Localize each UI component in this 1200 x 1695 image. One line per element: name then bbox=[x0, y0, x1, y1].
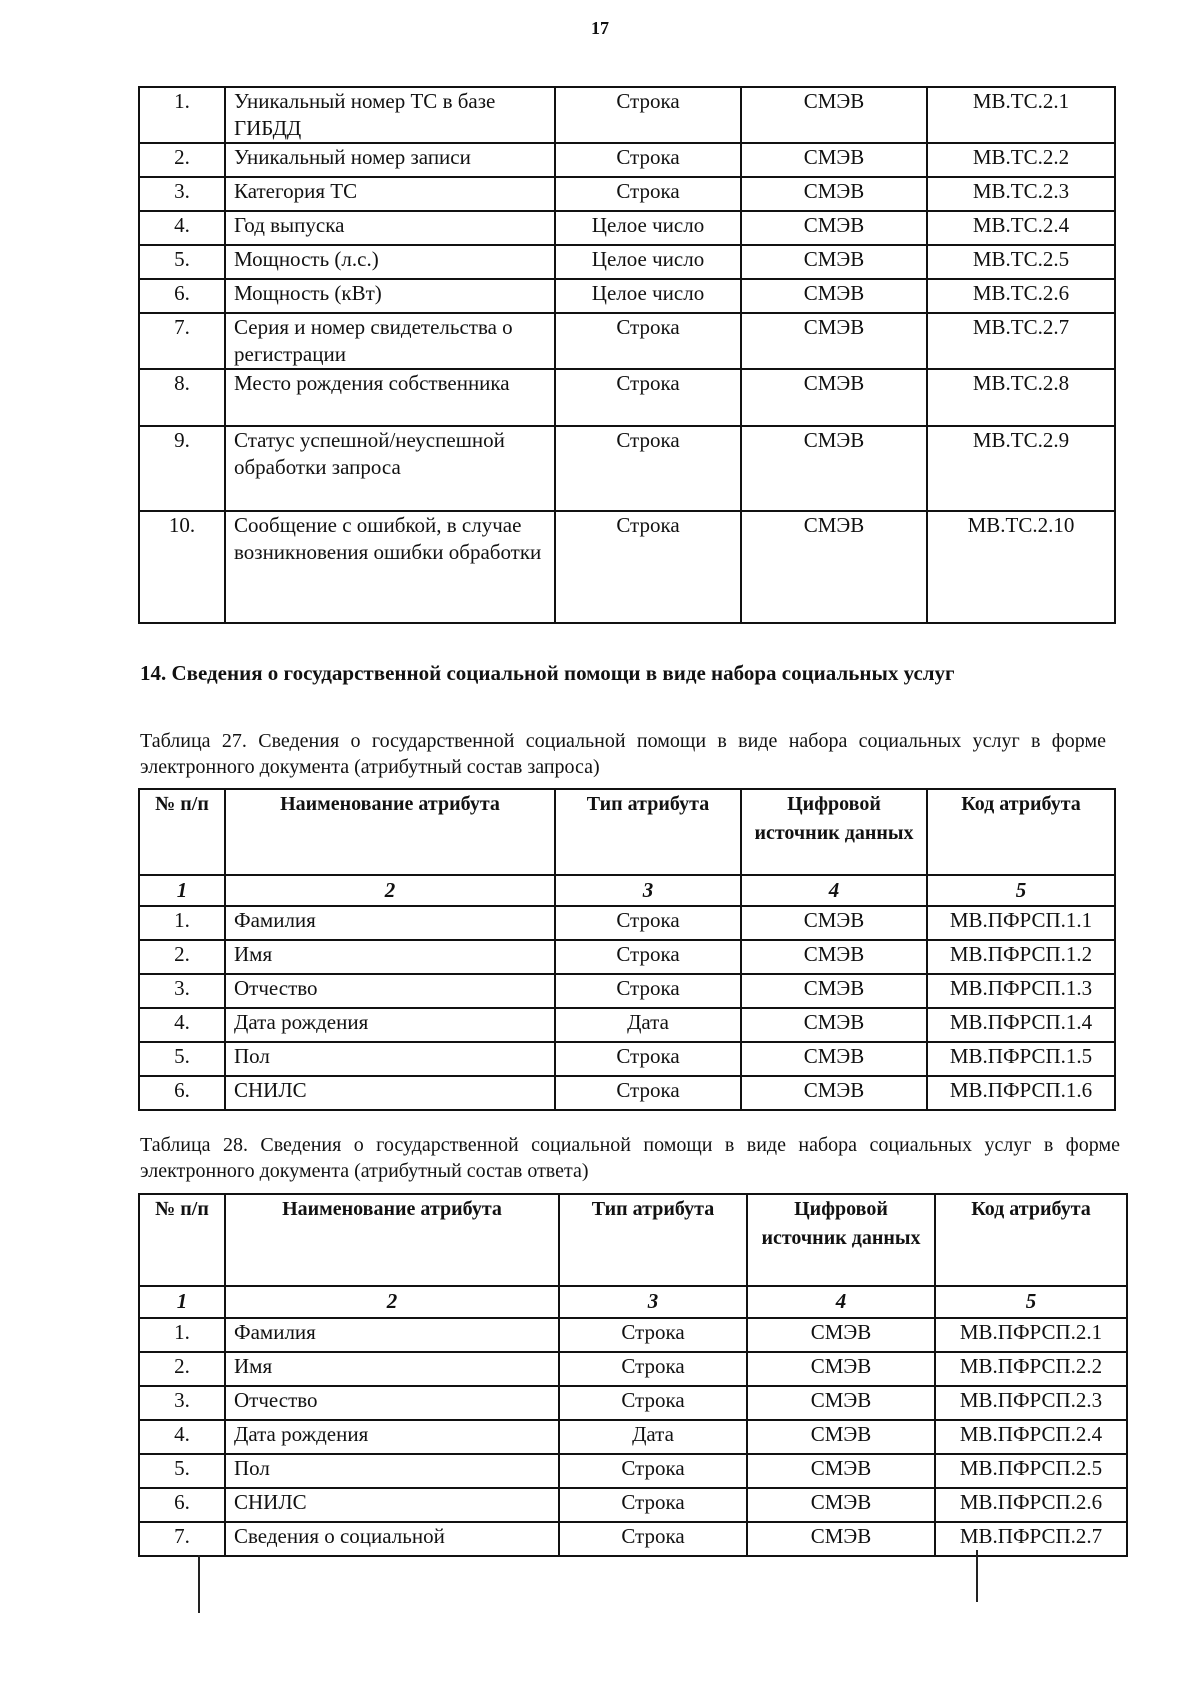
attribute-code: МВ.ТС.2.3 bbox=[927, 177, 1115, 211]
attribute-type: Строка bbox=[555, 511, 741, 623]
row-number: 6. bbox=[139, 1488, 225, 1522]
table-row bbox=[139, 1420, 1127, 1454]
attribute-type: Строка bbox=[559, 1522, 747, 1556]
data-source: СМЭВ bbox=[747, 1386, 935, 1420]
row-number: 1. bbox=[139, 87, 225, 143]
attribute-code: МВ.ПФРСП.1.2 bbox=[927, 940, 1115, 974]
attribute-name: Мощность (кВт) bbox=[225, 279, 555, 313]
column-header: Наименование атрибута bbox=[225, 1194, 559, 1286]
table-row bbox=[139, 940, 1115, 974]
attribute-code: МВ.ПФРСП.1.4 bbox=[927, 1008, 1115, 1042]
row-number: 1. bbox=[139, 1318, 225, 1352]
attribute-type: Строка bbox=[555, 87, 741, 143]
attribute-name: СНИЛС bbox=[225, 1488, 559, 1522]
attribute-code: МВ.ПФРСП.2.7 bbox=[935, 1522, 1127, 1556]
attribute-type: Дата bbox=[559, 1420, 747, 1454]
column-number: 5 bbox=[935, 1286, 1127, 1318]
attribute-type: Строка bbox=[555, 1076, 741, 1110]
attribute-code: МВ.ТС.2.2 bbox=[927, 143, 1115, 177]
attribute-code: МВ.ПФРСП.1.1 bbox=[927, 906, 1115, 940]
row-number: 2. bbox=[139, 143, 225, 177]
attribute-name: Дата рождения bbox=[225, 1420, 559, 1454]
attribute-type: Строка bbox=[555, 313, 741, 369]
table-row bbox=[139, 87, 1115, 143]
attribute-type: Целое число bbox=[555, 279, 741, 313]
table-row bbox=[139, 1318, 1127, 1352]
table-row bbox=[139, 245, 1115, 279]
table-28 bbox=[138, 1193, 1128, 1557]
attribute-type: Строка bbox=[555, 426, 741, 511]
data-source: СМЭВ bbox=[747, 1420, 935, 1454]
attribute-type: Строка bbox=[555, 177, 741, 211]
row-number: 2. bbox=[139, 1352, 225, 1386]
data-source: СМЭВ bbox=[747, 1454, 935, 1488]
table-27-caption: Таблица 27. Сведения о государственной социальной помощи в виде набора социальных услуг в форме электронного документа (атрибутный состав запроса) bbox=[140, 730, 1106, 778]
table-row bbox=[139, 279, 1115, 313]
attribute-code: МВ.ТС.2.4 bbox=[927, 211, 1115, 245]
row-number: 4. bbox=[139, 211, 225, 245]
attribute-type: Целое число bbox=[555, 211, 741, 245]
attribute-name: Место рождения собственника bbox=[225, 369, 555, 426]
column-header: Цифровой источник данных bbox=[747, 1194, 935, 1286]
attribute-code: МВ.ТС.2.10 bbox=[927, 511, 1115, 623]
table-row bbox=[139, 313, 1115, 369]
data-source: СМЭВ bbox=[747, 1318, 935, 1352]
table-row bbox=[139, 211, 1115, 245]
column-header: Тип атрибута bbox=[559, 1194, 747, 1286]
attribute-name: Сведения о социальной bbox=[225, 1522, 559, 1556]
attribute-type: Строка bbox=[555, 940, 741, 974]
attribute-name: Имя bbox=[225, 940, 555, 974]
attribute-name: Статус успешной/неуспешной обработки запроса bbox=[225, 426, 555, 511]
data-source: СМЭВ bbox=[741, 1008, 927, 1042]
table-28-caption: Таблица 28. Сведения о государственной социальной помощи в виде набора социальных услуг в форме электронного документа (атрибутный состав ответа) bbox=[140, 1134, 1120, 1182]
attribute-code: МВ.ТС.2.8 bbox=[927, 369, 1115, 426]
attribute-code: МВ.ПФРСП.2.5 bbox=[935, 1454, 1127, 1488]
table-row bbox=[139, 974, 1115, 1008]
attribute-code: МВ.ПФРСП.1.6 bbox=[927, 1076, 1115, 1110]
attribute-name: Пол bbox=[225, 1042, 555, 1076]
attribute-name: Уникальный номер ТС в базе ГИБДД bbox=[225, 87, 555, 143]
column-number: 4 bbox=[747, 1286, 935, 1318]
attribute-name: Отчество bbox=[225, 1386, 559, 1420]
attribute-name: Фамилия bbox=[225, 1318, 559, 1352]
table-row bbox=[139, 1386, 1127, 1420]
attribute-type: Строка bbox=[555, 974, 741, 1008]
column-number: 3 bbox=[559, 1286, 747, 1318]
row-number: 3. bbox=[139, 974, 225, 1008]
attribute-name: Год выпуска bbox=[225, 211, 555, 245]
column-number: 1 bbox=[139, 875, 225, 906]
attribute-code: МВ.ПФРСП.1.5 bbox=[927, 1042, 1115, 1076]
row-number: 3. bbox=[139, 177, 225, 211]
row-number: 1. bbox=[139, 906, 225, 940]
data-source: СМЭВ bbox=[741, 940, 927, 974]
table-row bbox=[139, 1522, 1127, 1556]
data-source: СМЭВ bbox=[741, 87, 927, 143]
attribute-code: МВ.ПФРСП.2.2 bbox=[935, 1352, 1127, 1386]
data-source: СМЭВ bbox=[741, 143, 927, 177]
row-number: 9. bbox=[139, 426, 225, 511]
data-source: СМЭВ bbox=[741, 279, 927, 313]
table-row bbox=[139, 1352, 1127, 1386]
data-source: СМЭВ bbox=[741, 177, 927, 211]
attribute-code: МВ.ТС.2.5 bbox=[927, 245, 1115, 279]
table-header-row bbox=[139, 789, 1115, 875]
table-row bbox=[139, 143, 1115, 177]
scan-artifact-line bbox=[976, 1550, 978, 1602]
column-number: 2 bbox=[225, 1286, 559, 1318]
attribute-name: Уникальный номер записи bbox=[225, 143, 555, 177]
scan-artifact-line bbox=[198, 1555, 200, 1613]
attribute-type: Строка bbox=[559, 1318, 747, 1352]
row-number: 2. bbox=[139, 940, 225, 974]
row-number: 10. bbox=[139, 511, 225, 623]
column-header: Код атрибута bbox=[927, 789, 1115, 875]
attribute-name: Серия и номер свидетельства о регистрации bbox=[225, 313, 555, 369]
attribute-type: Строка bbox=[559, 1454, 747, 1488]
table-row bbox=[139, 1008, 1115, 1042]
attribute-code: МВ.ПФРСП.2.6 bbox=[935, 1488, 1127, 1522]
row-number: 6. bbox=[139, 279, 225, 313]
attribute-code: МВ.ПФРСП.2.3 bbox=[935, 1386, 1127, 1420]
attribute-code: МВ.ПФРСП.1.3 bbox=[927, 974, 1115, 1008]
attribute-name: Мощность (л.с.) bbox=[225, 245, 555, 279]
table-27 bbox=[138, 788, 1116, 1111]
column-number: 4 bbox=[741, 875, 927, 906]
row-number: 6. bbox=[139, 1076, 225, 1110]
column-number-row bbox=[139, 875, 1115, 906]
data-source: СМЭВ bbox=[741, 1076, 927, 1110]
column-header: Наименование атрибута bbox=[225, 789, 555, 875]
attribute-type: Строка bbox=[555, 143, 741, 177]
data-source: СМЭВ bbox=[741, 245, 927, 279]
table-row bbox=[139, 511, 1115, 623]
attribute-type: Строка bbox=[559, 1488, 747, 1522]
column-header: Код атрибута bbox=[935, 1194, 1127, 1286]
column-header: № п/п bbox=[139, 789, 225, 875]
attribute-name: Категория ТС bbox=[225, 177, 555, 211]
table-row bbox=[139, 1042, 1115, 1076]
attribute-code: МВ.ТС.2.7 bbox=[927, 313, 1115, 369]
data-source: СМЭВ bbox=[741, 906, 927, 940]
attribute-type: Строка bbox=[555, 369, 741, 426]
attribute-type: Строка bbox=[559, 1386, 747, 1420]
table-row bbox=[139, 1076, 1115, 1110]
attribute-name: Сообщение с ошибкой, в случае возникновения ошибки обработки bbox=[225, 511, 555, 623]
column-number-row bbox=[139, 1286, 1127, 1318]
attribute-type: Дата bbox=[555, 1008, 741, 1042]
data-source: СМЭВ bbox=[747, 1352, 935, 1386]
attribute-type: Строка bbox=[555, 1042, 741, 1076]
row-number: 8. bbox=[139, 369, 225, 426]
column-header: Цифровой источник данных bbox=[741, 789, 927, 875]
column-number: 2 bbox=[225, 875, 555, 906]
data-source: СМЭВ bbox=[741, 369, 927, 426]
row-number: 4. bbox=[139, 1420, 225, 1454]
table-header-row bbox=[139, 1194, 1127, 1286]
data-source: СМЭВ bbox=[741, 1042, 927, 1076]
row-number: 5. bbox=[139, 1042, 225, 1076]
attribute-name: Дата рождения bbox=[225, 1008, 555, 1042]
column-header: № п/п bbox=[139, 1194, 225, 1286]
attribute-name: Фамилия bbox=[225, 906, 555, 940]
table-row bbox=[139, 1488, 1127, 1522]
table-row bbox=[139, 906, 1115, 940]
data-source: СМЭВ bbox=[741, 974, 927, 1008]
vehicle-attributes-table bbox=[138, 86, 1116, 624]
attribute-code: МВ.ТС.2.1 bbox=[927, 87, 1115, 143]
data-source: СМЭВ bbox=[747, 1488, 935, 1522]
attribute-name: Пол bbox=[225, 1454, 559, 1488]
attribute-type: Строка bbox=[555, 906, 741, 940]
row-number: 7. bbox=[139, 313, 225, 369]
data-source: СМЭВ bbox=[741, 313, 927, 369]
page-number: 17 bbox=[591, 18, 609, 38]
column-number: 1 bbox=[139, 1286, 225, 1318]
row-number: 3. bbox=[139, 1386, 225, 1420]
column-number: 5 bbox=[927, 875, 1115, 906]
column-header: Тип атрибута bbox=[555, 789, 741, 875]
section-heading: 14. Сведения о государственной социальной помощи в виде набора социальных услуг bbox=[140, 661, 955, 685]
attribute-code: МВ.ПФРСП.2.1 bbox=[935, 1318, 1127, 1352]
row-number: 5. bbox=[139, 1454, 225, 1488]
attribute-name: Отчество bbox=[225, 974, 555, 1008]
attribute-type: Строка bbox=[559, 1352, 747, 1386]
attribute-code: МВ.ПФРСП.2.4 bbox=[935, 1420, 1127, 1454]
attribute-name: СНИЛС bbox=[225, 1076, 555, 1110]
table-row bbox=[139, 1454, 1127, 1488]
attribute-code: МВ.ТС.2.9 bbox=[927, 426, 1115, 511]
data-source: СМЭВ bbox=[741, 426, 927, 511]
data-source: СМЭВ bbox=[741, 211, 927, 245]
attribute-code: МВ.ТС.2.6 bbox=[927, 279, 1115, 313]
table-row bbox=[139, 177, 1115, 211]
attribute-name: Имя bbox=[225, 1352, 559, 1386]
table-row bbox=[139, 369, 1115, 426]
row-number: 5. bbox=[139, 245, 225, 279]
table-row bbox=[139, 426, 1115, 511]
column-number: 3 bbox=[555, 875, 741, 906]
row-number: 4. bbox=[139, 1008, 225, 1042]
row-number: 7. bbox=[139, 1522, 225, 1556]
data-source: СМЭВ bbox=[741, 511, 927, 623]
attribute-type: Целое число bbox=[555, 245, 741, 279]
data-source: СМЭВ bbox=[747, 1522, 935, 1556]
